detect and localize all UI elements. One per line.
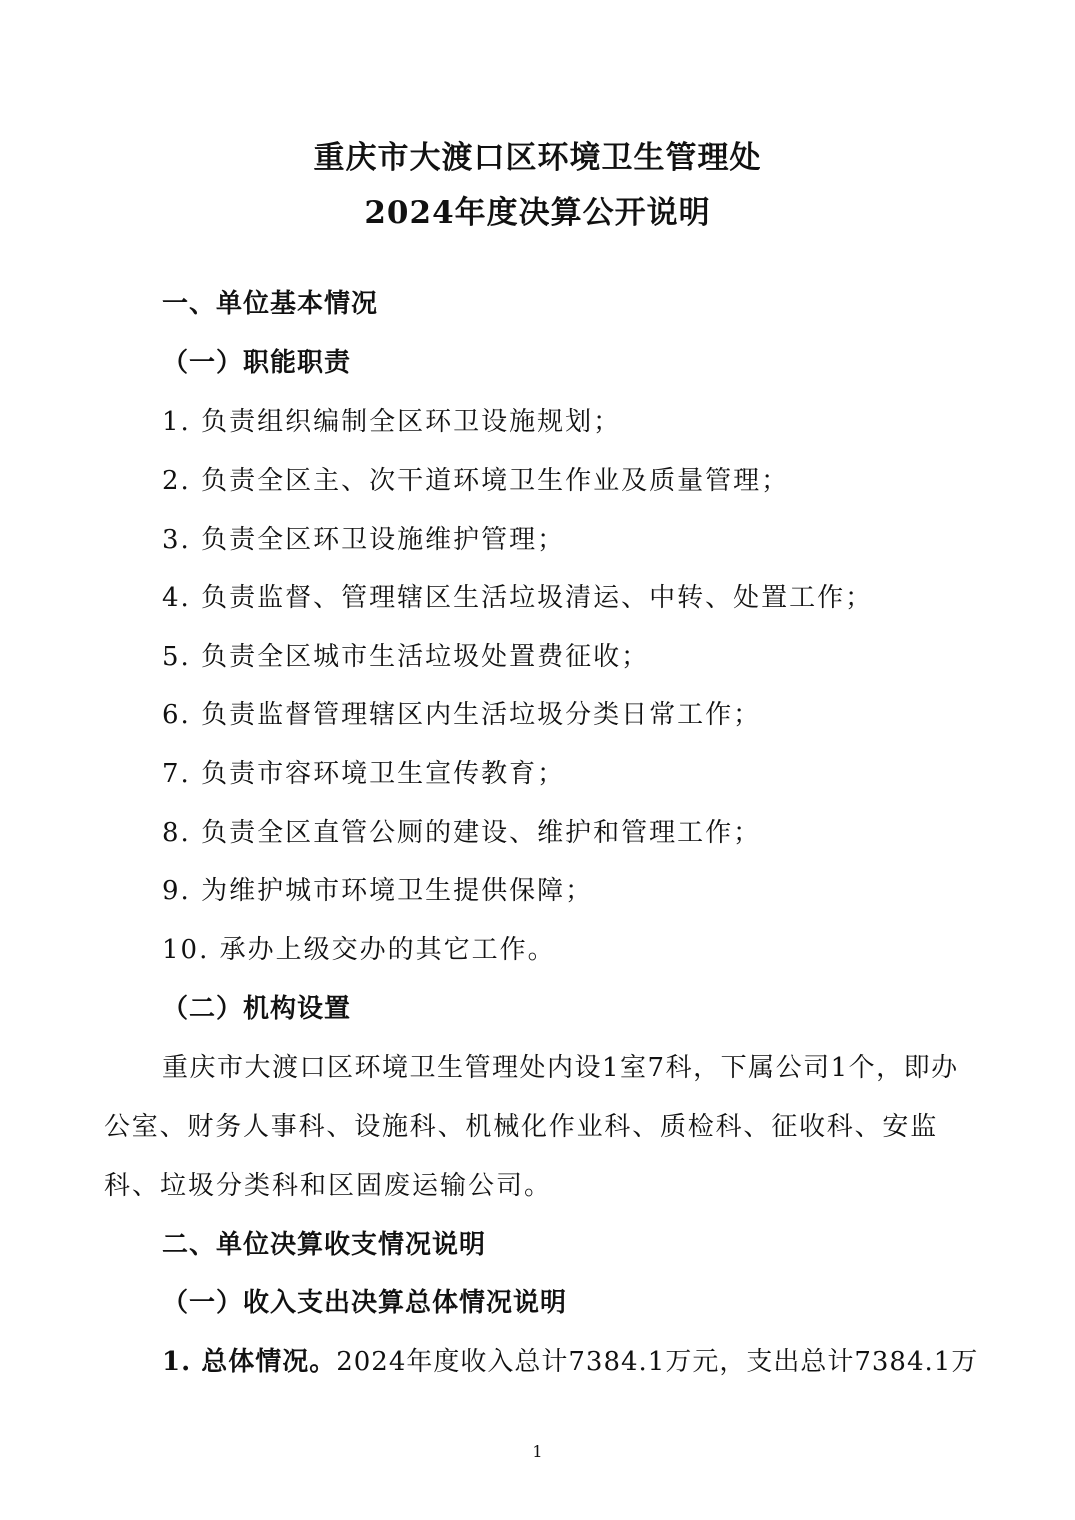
duty-item: 9. 为维护城市环境卫生提供保障； [162, 876, 594, 906]
organization-paragraph-line: 公室、财务人事科、设施科、机械化作业科、质检科、征收科、安监 [104, 1112, 939, 1142]
duty-item: 7. 负责市容环境卫生宣传教育； [162, 759, 566, 789]
subsection-duties-heading: （一）职能职责 [162, 348, 352, 378]
duty-item: 3. 负责全区环卫设施维护管理； [162, 525, 566, 555]
section-2-heading: 二、单位决算收支情况说明 [162, 1230, 487, 1260]
overall-text: 2024年度收入总计7384.1万元，支出总计7384.1万 [336, 1347, 979, 1377]
duty-item: 5. 负责全区城市生活垃圾处置费征收； [162, 642, 650, 672]
overall-paragraph-line [162, 1341, 978, 1378]
section-1-heading: 一、单位基本情况 [162, 289, 379, 319]
page-number: 1 [532, 1442, 543, 1461]
document-title-line-1: 重庆市大渡口区环境卫生管理处 [313, 140, 762, 176]
duty-item: 4. 负责监督、管理辖区生活垃圾清运、中转、处置工作； [162, 583, 874, 613]
overall-label: 1. 总体情况。 [162, 1347, 337, 1377]
subsection-overall-heading: （一）收入支出决算总体情况说明 [162, 1288, 568, 1318]
organization-paragraph-line: 重庆市大渡口区环境卫生管理处内设1室7科，下属公司1个，即办 [162, 1053, 959, 1083]
organization-paragraph-line: 科、垃圾分类科和区固废运输公司。 [104, 1171, 553, 1201]
document-title-line-2: 2024年度决算公开说明 [364, 195, 711, 231]
duty-item: 6. 负责监督管理辖区内生活垃圾分类日常工作； [162, 700, 762, 730]
duty-item: 1. 负责组织编制全区环卫设施规划； [162, 407, 622, 437]
duty-item: 2. 负责全区主、次干道环境卫生作业及质量管理； [162, 466, 790, 496]
duty-item: 8. 负责全区直管公厕的建设、维护和管理工作； [162, 818, 762, 848]
subsection-organization-heading: （二）机构设置 [162, 994, 352, 1024]
duty-item: 10. 承办上级交办的其它工作。 [162, 935, 556, 965]
